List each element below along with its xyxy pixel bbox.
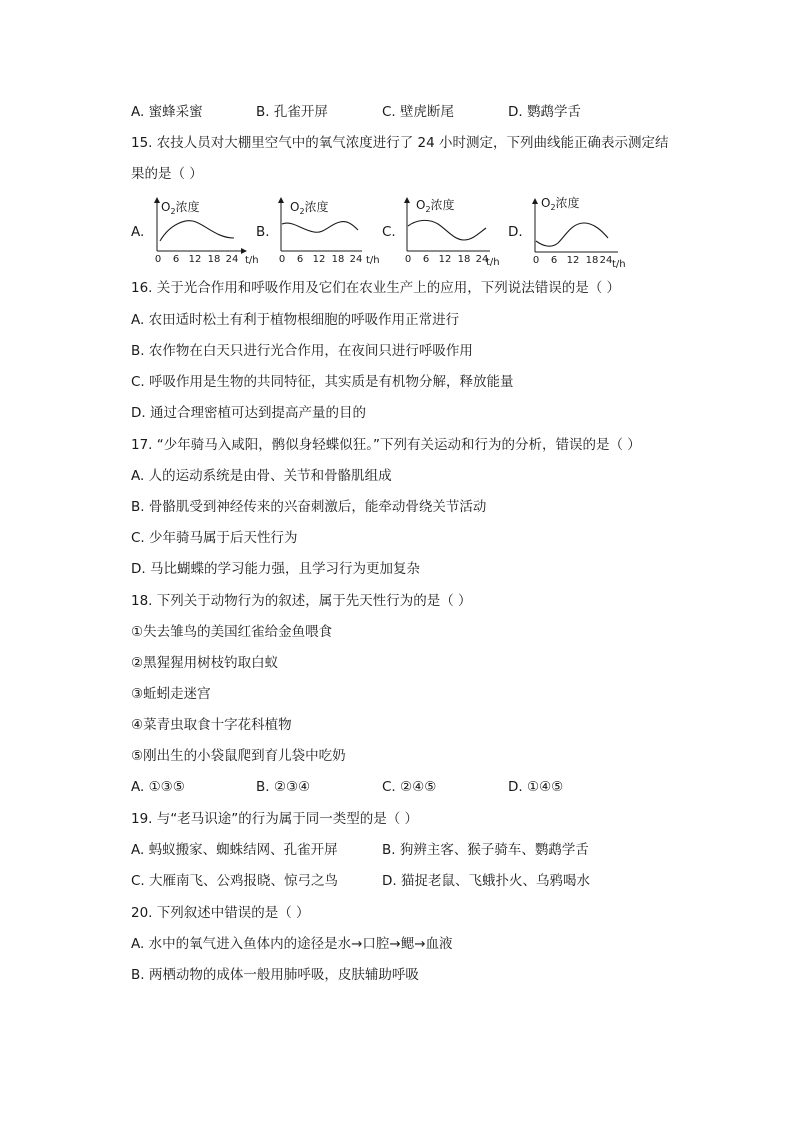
q14-option-d: D. 鹦鹉学舌 — [508, 104, 581, 120]
svg-text:0: 0 — [154, 254, 162, 265]
svg-text:24: 24 — [599, 255, 613, 266]
q18-item-1: ①失去雏鸟的美国红雀给金鱼喂食 — [131, 624, 333, 640]
q16-option-c: C. 呼吸作用是生物的共同特征，其实质是有机物分解，释放能量 — [131, 374, 514, 390]
q19-stem: 19. 与“老马识途”的行为属于同一类型的是（ ） — [131, 811, 419, 827]
q15-graph-a-ylabel: $O_2$浓度 — [161, 200, 200, 216]
svg-text:24: 24 — [349, 254, 363, 265]
q17-option-a: A. 人的运动系统是由骨、关节和骨骼肌组成 — [131, 468, 392, 484]
q18-item-3: ③蚯蚓走迷宫 — [131, 686, 211, 702]
q19-option-d: D. 猫捉老鼠、飞蛾扑火、乌鸦喝水 — [382, 873, 590, 889]
q16-option-b: B. 农作物在白天只进行光合作用，在夜间只进行呼吸作用 — [131, 343, 473, 359]
q18-option-a: A. ①③⑤ — [131, 779, 185, 795]
q18-item-5: ⑤刚出生的小袋鼠爬到育儿袋中吃奶 — [131, 748, 346, 764]
svg-text:6: 6 — [550, 255, 558, 266]
svg-text:t/h: t/h — [612, 259, 626, 270]
q18-option-c: C. ②④⑤ — [382, 779, 437, 795]
q20-option-a: A. 水中的氧气进入鱼体内的途径是水→口腔→鳃→血液 — [131, 936, 453, 952]
q15-stem-line1: 15. 农技人员对大棚里空气中的氧气浓度进行了 24 小时测定，下列曲线能正确表示测定结 — [131, 135, 669, 151]
q15-graph-b-ylabel: $O_2$浓度 — [290, 200, 329, 216]
q15-graph-b — [272, 196, 380, 270]
q15-graph-d — [526, 193, 631, 273]
svg-text:24: 24 — [225, 254, 239, 265]
q19-option-c: C. 大雁南飞、公鸡报晓、惊弓之鸟 — [131, 873, 339, 889]
q15-stem-line2: 果的是（ ） — [131, 166, 203, 182]
q15-graph-d-label: D. — [508, 224, 523, 240]
svg-text:6: 6 — [296, 254, 304, 265]
q18-item-4: ④菜青虫取食十字花科植物 — [131, 717, 292, 733]
svg-text:18: 18 — [207, 254, 221, 265]
q20-option-b: B. 两栖动物的成体一般用肺呼吸，皮肤辅助呼吸 — [131, 967, 419, 983]
q15-graph-b-label: B. — [256, 224, 270, 240]
q18-item-2: ②黑猩猩用树枝钓取白蚁 — [131, 655, 279, 671]
svg-text:0: 0 — [532, 255, 540, 266]
svg-text:12: 12 — [188, 254, 202, 265]
svg-text:12: 12 — [438, 254, 452, 265]
q15-graph-c — [398, 196, 498, 270]
q15-graph-a-label: A. — [131, 224, 145, 240]
q14-option-a: A. 蜜蜂采蜜 — [131, 104, 203, 120]
svg-text:t/h: t/h — [486, 257, 500, 268]
q18-option-d: D. ①④⑤ — [508, 779, 564, 795]
q16-option-d: D. 通过合理密植可达到提高产量的目的 — [131, 405, 366, 421]
q14-option-b: B. 孔雀开屏 — [256, 104, 328, 120]
q15-graph-c-label: C. — [382, 224, 396, 240]
q15-graph-c-ylabel: $O_2$浓度 — [416, 198, 455, 214]
svg-text:t/h: t/h — [245, 255, 259, 266]
q15-graph-a — [148, 196, 259, 270]
svg-text:6: 6 — [422, 254, 430, 265]
q20-stem: 20. 下列叙述中错误的是（ ） — [131, 905, 310, 921]
svg-text:12: 12 — [566, 255, 580, 266]
q14-option-c: C. 壁虎断尾 — [382, 104, 455, 120]
svg-text:18: 18 — [331, 254, 345, 265]
q18-option-b: B. ②③④ — [256, 779, 311, 795]
svg-text:0: 0 — [404, 254, 412, 265]
svg-text:24: 24 — [475, 254, 489, 265]
q17-option-d: D. 马比蝴蝶的学习能力强，且学习行为更加复杂 — [131, 561, 420, 577]
q16-option-a: A. 农田适时松土有利于植物根细胞的呼吸作用正常进行 — [131, 312, 460, 328]
q16-stem: 16. 关于光合作用和呼吸作用及它们在农业生产上的应用，下列说法错误的是（ ） — [131, 280, 621, 296]
svg-text:18: 18 — [585, 255, 599, 266]
q17-option-b: B. 骨骼肌受到神经传来的兴奋刺激后，能牵动骨绕关节活动 — [131, 499, 487, 515]
svg-text:18: 18 — [457, 254, 471, 265]
svg-text:0: 0 — [278, 254, 286, 265]
q19-option-b: B. 狗辨主客、猴子骑车、鹦鹉学舌 — [382, 842, 589, 858]
q17-option-c: C. 少年骑马属于后天性行为 — [131, 530, 298, 546]
svg-text:12: 12 — [312, 254, 326, 265]
q19-option-a: A. 蚂蚁搬家、蜘蛛结网、孔雀开屏 — [131, 842, 338, 858]
svg-text:t/h: t/h — [366, 255, 380, 266]
svg-text:6: 6 — [172, 254, 180, 265]
q18-stem: 18. 下列关于动物行为的叙述，属于先天性行为的是（ ） — [131, 593, 472, 609]
q17-stem: 17. “少年骑马入咸阳，鹘似身轻蝶似狂。”下列有关运动和行为的分析，错误的是（ ） — [131, 437, 641, 453]
q15-graph-d-ylabel: $O_2$浓度 — [541, 196, 580, 212]
